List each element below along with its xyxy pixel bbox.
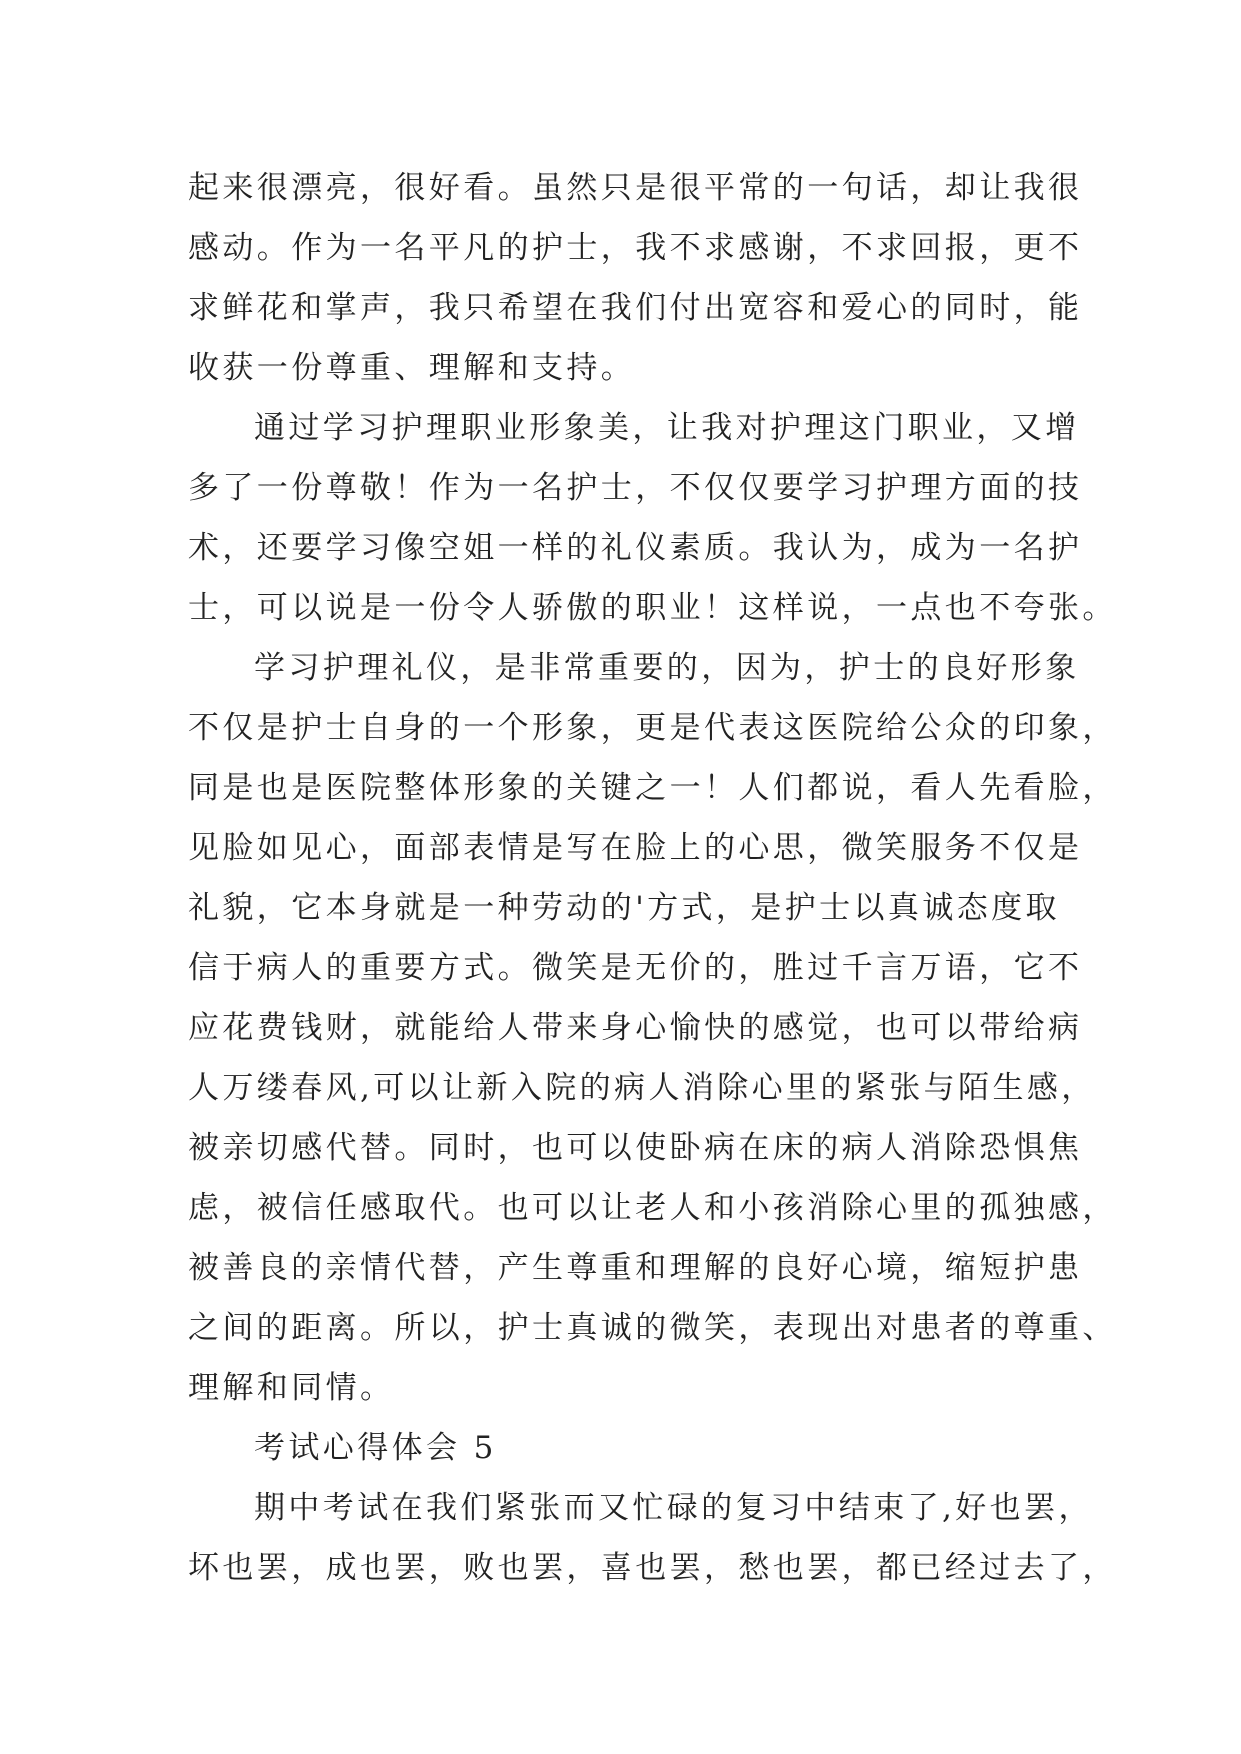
text-line: 通过学习护理职业形象美，让我对护理这门职业，又增 bbox=[254, 410, 1080, 446]
text-line: 求鲜花和掌声，我只希望在我们付出宽容和爱心的同时，能 bbox=[188, 290, 1083, 326]
text-line: 坏也罢，成也罢，败也罢，喜也罢，愁也罢，都已经过去了， bbox=[188, 1550, 1117, 1586]
text-line: 礼貌，它本身就是一种劳动的'方式，是护士以真诚态度取 bbox=[188, 890, 1060, 926]
document-body bbox=[188, 158, 1117, 1598]
text-line: 收获一份尊重、理解和支持。 bbox=[188, 350, 636, 386]
text-line: 应花费钱财，就能给人带来身心愉快的感觉，也可以带给病 bbox=[188, 1010, 1083, 1046]
text-line: 同是也是医院整体形象的关键之一！人们都说，看人先看脸， bbox=[188, 770, 1117, 806]
text-line: 被善良的亲情代替，产生尊重和理解的良好心境，缩短护患 bbox=[188, 1250, 1083, 1286]
text-line: 学习护理礼仪，是非常重要的，因为，护士的良好形象 bbox=[254, 650, 1080, 686]
text-line: 期中考试在我们紧张而又忙碌的复习中结束了,好也罢， bbox=[254, 1490, 1093, 1526]
text-line: 多了一份尊敬！作为一名护士，不仅仅要学习护理方面的技 bbox=[188, 470, 1083, 506]
text-line: 术，还要学习像空姐一样的礼仪素质。我认为，成为一名护 bbox=[188, 530, 1083, 566]
text-line: 起来很漂亮，很好看。虽然只是很平常的一句话，却让我很 bbox=[188, 170, 1083, 206]
text-line: 理解和同情。 bbox=[188, 1370, 395, 1406]
text-line: 信于病人的重要方式。微笑是无价的，胜过千言万语，它不 bbox=[188, 950, 1083, 986]
text-line: 士，可以说是一份令人骄傲的职业！这样说，一点也不夸张。 bbox=[188, 590, 1117, 626]
text-line: 虑，被信任感取代。也可以让老人和小孩消除心里的孤独感， bbox=[188, 1190, 1117, 1226]
text-line: 感动。作为一名平凡的护士，我不求感谢，不求回报，更不 bbox=[188, 230, 1083, 266]
text-line: 人万缕春风,可以让新入院的病人消除心里的紧张与陌生感， bbox=[188, 1070, 1096, 1106]
text-line: 考试心得体会 5 bbox=[254, 1430, 497, 1466]
text-line: 不仅是护士自身的一个形象，更是代表这医院给公众的印象， bbox=[188, 710, 1117, 746]
text-line: 见脸如见心，面部表情是写在脸上的心思，微笑服务不仅是 bbox=[188, 830, 1083, 866]
text-line: 之间的距离。所以，护士真诚的微笑，表现出对患者的尊重、 bbox=[188, 1310, 1117, 1346]
text-line: 被亲切感代替。同时，也可以使卧病在床的病人消除恐惧焦 bbox=[188, 1130, 1083, 1166]
